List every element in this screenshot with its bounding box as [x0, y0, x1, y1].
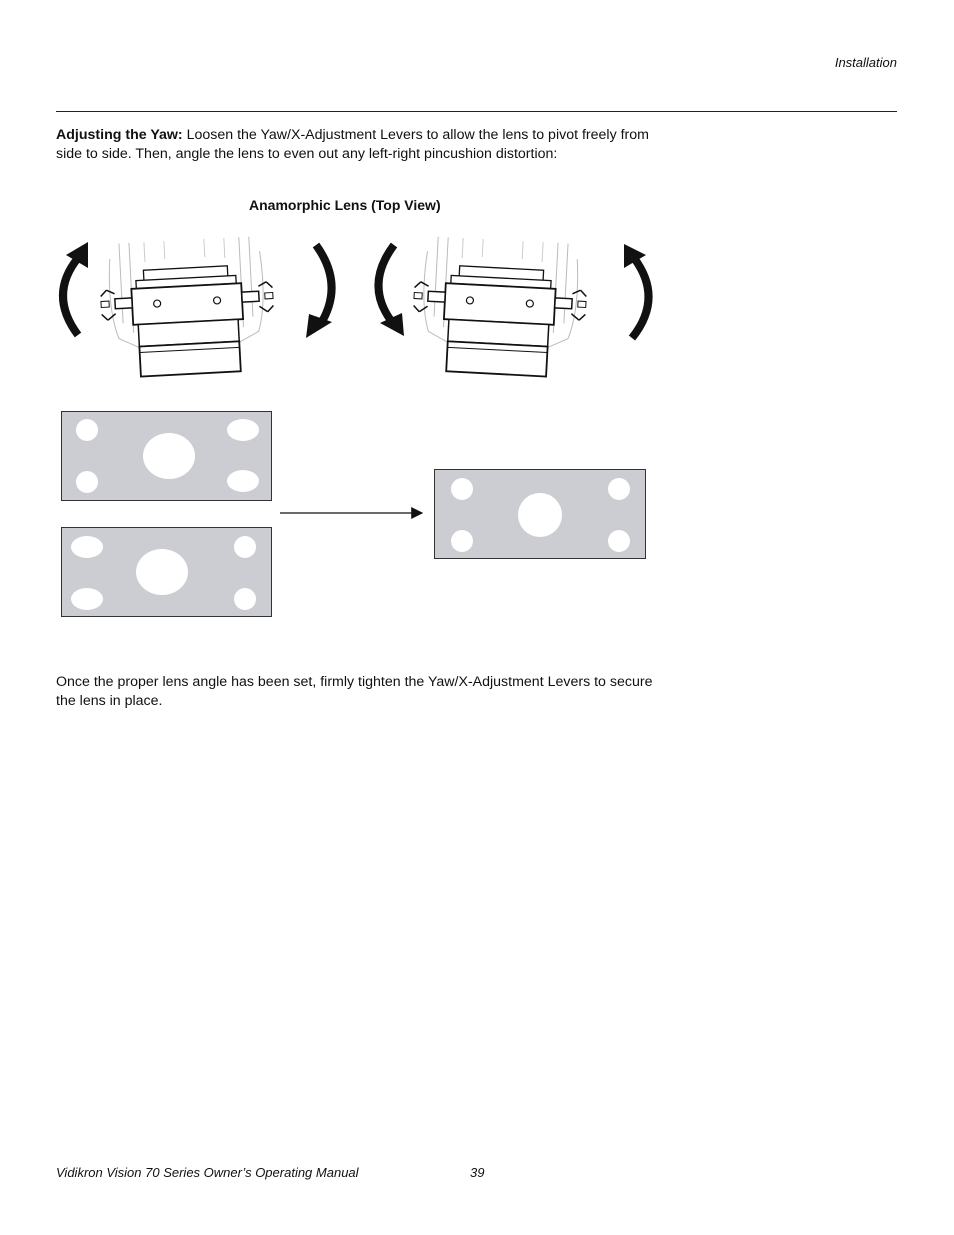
intro-lead: Adjusting the Yaw:: [56, 127, 183, 143]
lens-assembly-right: [410, 236, 589, 379]
header-section-label: Installation: [834, 55, 897, 70]
rotate-arrow-icon: [624, 244, 649, 338]
rotate-arrow-icon: [378, 245, 404, 336]
lens-assembly-left: [98, 236, 277, 379]
intro-text: Loosen the Yaw/X-Adjustment Levers to allow the lens to pivot freely from side to side. Then, angle the lens to even out any left-right pincushion distortion:: [56, 127, 649, 162]
rotate-arrow-icon: [63, 242, 88, 335]
footer-manual-title: Vidikron Vision 70 Series Owner’s Operating Manual: [56, 1165, 359, 1180]
figure-caption: Anamorphic Lens (Top View): [249, 197, 441, 213]
rotate-arrow-icon: [306, 245, 332, 338]
test-pattern-distorted-left: [62, 412, 272, 501]
footer-page-number: 39: [470, 1165, 485, 1180]
conclusion-paragraph: Once the proper lens angle has been set, firmly tighten the Yaw/X-Adjustment Levers to secure the lens in place.: [56, 674, 653, 709]
test-pattern-corrected: [435, 470, 646, 559]
test-pattern-distorted-right: [62, 528, 272, 617]
